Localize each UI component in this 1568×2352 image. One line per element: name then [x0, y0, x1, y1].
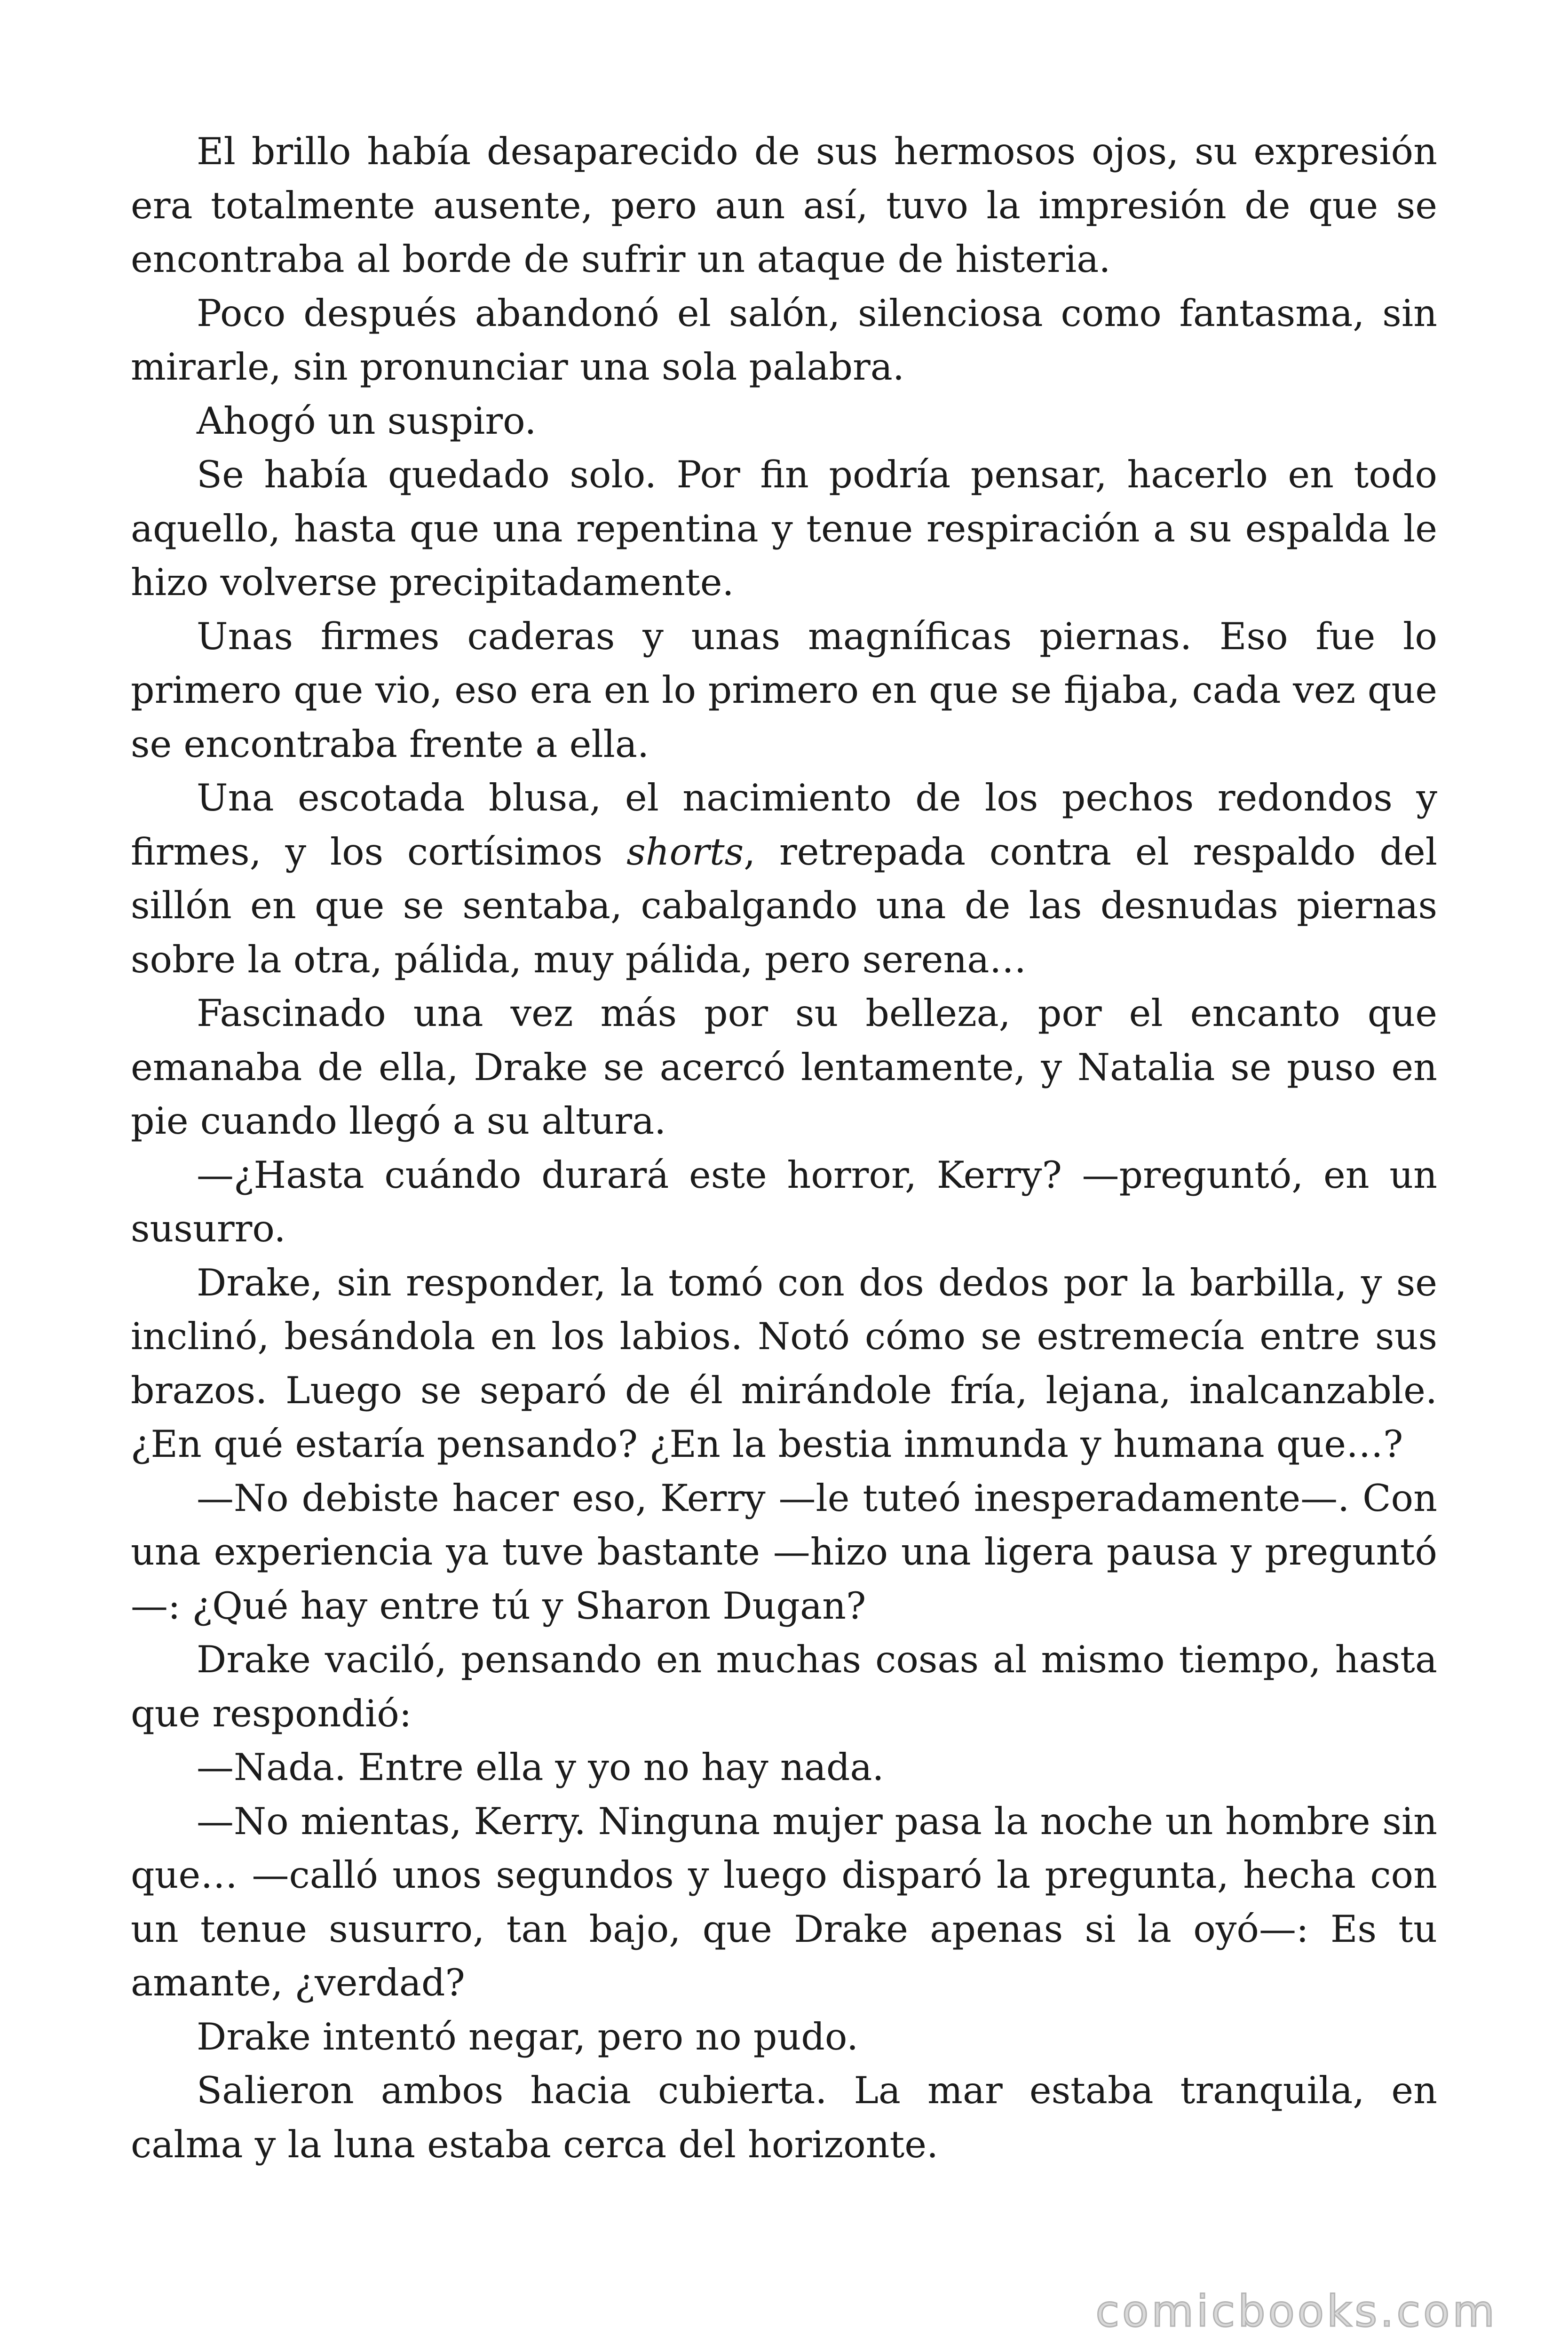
paragraph [131, 1740, 1437, 1795]
text-run: Drake vaciló, pensando en muchas cosas al mismo tiempo, hasta que respondió: [131, 1638, 1437, 1735]
text-run: Unas firmes caderas y unas magníficas piernas. Eso fue lo primero que vio, eso era en lo primero en que se fijaba, cada vez que se encontraba frente a ella. [131, 614, 1437, 766]
paragraph [131, 771, 1437, 986]
text-run: Fascinado una vez más por su belleza, por el encanto que emanaba de ella, Drake se acercó lentamente, y Natalia se puso en pie cuando llegó a su altura. [131, 992, 1437, 1143]
paragraph [131, 286, 1437, 394]
text-run: Ahogó un suspiro. [197, 399, 537, 443]
watermark: comicbooks.com [1095, 2286, 1497, 2336]
italic-text: shorts [626, 830, 744, 874]
text-run: Poco después abandonó el salón, silenciosa como fantasma, sin mirarle, sin pronunciar una sola palabra. [131, 291, 1437, 389]
text-run: Una escotada blusa, el nacimiento de los pechos redondos y firmes, y los cortísimos [131, 776, 1437, 874]
paragraph [131, 2010, 1437, 2064]
text-run: Drake, sin responder, la tomó con dos dedos por la barbilla, y se inclinó, besándola en los labios. Notó cómo se estremecía entre sus brazos. Luego se separó de él mirándole fría, lejana, inalcanzable. ¿En qué estaría pensando? ¿En la bestia inmunda y humana que…? [131, 1261, 1437, 1466]
paragraph [131, 2064, 1437, 2171]
text-run: —No debiste hacer eso, Kerry —le tuteó inesperadamente—. Con una experiencia ya tuve bastante —hizo una ligera pausa y preguntó—: ¿Qué hay entre tú y Sharon Dugan? [131, 1476, 1437, 1628]
paragraph [131, 610, 1437, 771]
paragraph [131, 1148, 1437, 1256]
page-body [131, 125, 1437, 2171]
text-run: Se había quedado solo. Por fin podría pensar, hacerlo en todo aquello, hasta que una repentina y tenue respiración a su espalda le hizo volverse precipitadamente. [131, 453, 1437, 604]
paragraph [131, 125, 1437, 286]
paragraph [131, 986, 1437, 1148]
paragraph [131, 1256, 1437, 1471]
text-run: —¿Hasta cuándo durará este horror, Kerry? —preguntó, en un susurro. [131, 1153, 1437, 1250]
text-run: —Nada. Entre ella y yo no hay nada. [197, 1746, 884, 1789]
text-run: Salieron ambos hacia cubierta. La mar estaba tranquila, en calma y la luna estaba cerca del horizonte. [131, 2069, 1437, 2166]
paragraph [131, 1471, 1437, 1633]
paragraph [131, 1633, 1437, 1740]
text-run: , retrepada contra el respaldo del sillón en que se sentaba, cabalgando una de las desnudas piernas sobre la otra, pálida, muy pálida, pero serena… [131, 830, 1437, 981]
text-run: Drake intentó negar, pero no pudo. [197, 2015, 859, 2058]
text-run: —No mientas, Kerry. Ninguna mujer pasa la noche un hombre sin que… —calló unos segundos y luego disparó la pregunta, hecha con un tenue susurro, tan bajo, que Drake apenas si la oyó—: Es tu amante, ¿verdad? [131, 1799, 1437, 2004]
paragraph [131, 394, 1437, 448]
text-run: El brillo había desaparecido de sus hermosos ojos, su expresión era totalmente ausente, pero aun así, tuvo la impresión de que se encontraba al borde de sufrir un ataque de histeria. [131, 130, 1437, 281]
paragraph [131, 448, 1437, 610]
paragraph [131, 1795, 1437, 2010]
